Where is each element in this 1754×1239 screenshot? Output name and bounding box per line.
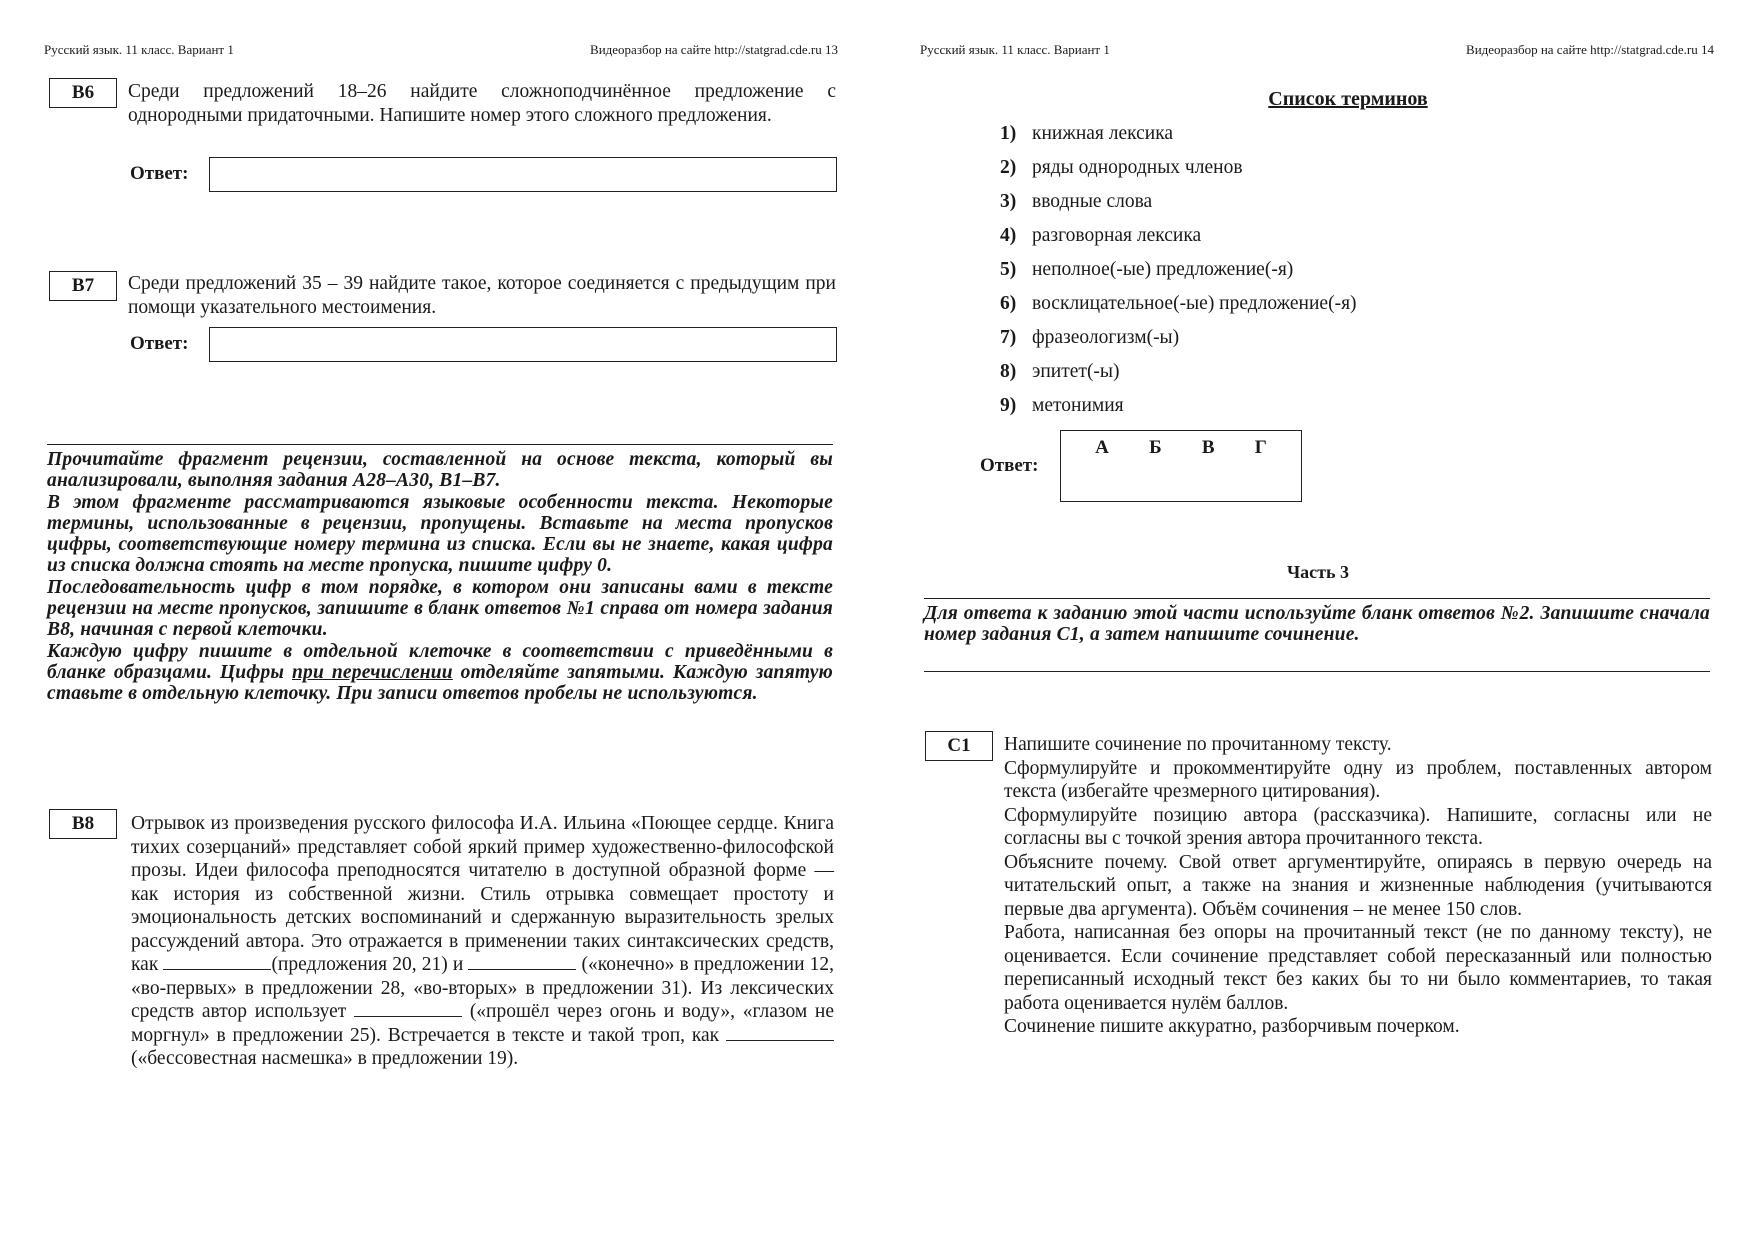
terms-list — [1000, 123, 1357, 429]
term-item — [1000, 225, 1357, 259]
divider — [924, 671, 1710, 672]
instruction-text: отделяйте запятыми. Каждую запятую ставьте в отдельную клеточку. При записи ответов пробелы не используются. — [47, 661, 833, 705]
term-item — [1000, 293, 1357, 327]
term-text: разговорная лексика — [1032, 225, 1202, 246]
term-item — [1000, 259, 1357, 293]
answer-label-b6: Ответ: — [130, 163, 189, 184]
term-text: эпитет(-ы) — [1032, 361, 1120, 382]
answer-column-b: Б — [1149, 437, 1162, 458]
task-text-b8 — [131, 812, 834, 1071]
text: («прошёл через огонь и воду», «глазом не моргнул» в предложении 25). Встречается в тексте и такой троп, как — [131, 1001, 834, 1046]
term-number: 4) — [1000, 225, 1017, 246]
term-item — [1000, 191, 1357, 225]
page-header-right: Видеоразбор на сайте http://statgrad.cde.ru 13 — [590, 42, 838, 57]
task-label-b6: B6 — [49, 78, 117, 108]
divider — [924, 598, 1710, 599]
blank-2 — [468, 953, 576, 970]
text: (предложения 20, 21) и — [271, 954, 469, 975]
term-text: книжная лексика — [1032, 123, 1174, 144]
term-item — [1000, 327, 1357, 361]
text: («конечно» в предложении 12, «во-первых» в предложении 28, «во-вторых» в предложении 31). Из лексических средств автор использует — [131, 954, 835, 1022]
instruction-paragraph: Прочитайте фрагмент рецензии, составленной на основе текста, который вы анализировали, выполняя задания А28–А30, В1–В7. — [47, 449, 833, 492]
term-number: 6) — [1000, 293, 1017, 314]
blank-1 — [163, 953, 271, 970]
c1-paragraph: Сформулируйте и прокомментируйте одну из проблем, поставленных автором текста (избегайте чрезмерного цитирования). — [1004, 757, 1712, 802]
answer-column-v: В — [1201, 437, 1215, 458]
text: Отрывок из произведения русского философа И.А. Ильина «Поющее сердце. Книга тихих созерцаний» представляет собой яркий пример художественно-философской прозы. Идеи философа преподносятся читателю в доступной образной форме — как история из собственной жизни. Стиль отрывка совмещает простоту и эмоциональность детских воспоминаний и сдержанную выразительность зрелых рассуждений автора. Это отражается в применении таких синтаксических средств, как — [131, 813, 834, 975]
divider — [47, 444, 833, 445]
answer-column-g: Г — [1254, 437, 1267, 458]
instruction-paragraph: Последовательность цифр в том порядке, в котором они записаны вами в тексте рецензии на месте пропусков, запишите в бланк ответов №1 справа от номера задания В8, начиная с первой клеточки. — [47, 576, 833, 641]
task-text-b7: Среди предложений 35 – 39 найдите такое, которое соединяется с предыдущим при помощи указательного местоимения. — [128, 273, 836, 318]
task-text-b6: Среди предложений 18–26 найдите сложноподчинённое предложение с однородными придаточными. Напишите номер этого сложного предложения. — [128, 81, 836, 126]
term-number: 3) — [1000, 191, 1017, 212]
instruction-paragraph: В этом фрагменте рассматриваются языковые особенности текста. Некоторые термины, использованные в рецензии, пропущены. Вставьте на места пропусков цифры, соответствующие номеру термина из списка. Если вы не знаете, какая цифра из списка должна стоять на месте пропуска, пишите цифру 0. — [47, 491, 833, 577]
c1-paragraph: Сочинение пишите аккуратно, разборчивым почерком. — [1004, 1016, 1460, 1037]
term-text: восклицательное(-ые) предложение(-я) — [1032, 293, 1357, 314]
term-text: фразеологизм(-ы) — [1032, 327, 1180, 348]
page-header-left: Русский язык. 11 класс. Вариант 1 — [44, 42, 234, 57]
term-item — [1000, 157, 1357, 191]
text: («бессовестная насмешка» в предложении 19). — [131, 1048, 519, 1069]
c1-paragraph: Напишите сочинение по прочитанному тексту. — [1004, 734, 1392, 755]
part-instruction: Для ответа к заданию этой части используйте бланк ответов №2. Запишите сначала номер задания С1, а затем напишите сочинение. — [924, 603, 1710, 646]
term-text: неполное(-ые) предложение(-я) — [1032, 259, 1294, 280]
blank-3 — [354, 1000, 462, 1017]
term-item — [1000, 361, 1357, 395]
instruction-text: Каждую цифру пишите в отдельной клеточке в соответствии с приведёнными в бланке образцами. Цифры — [47, 640, 833, 683]
task-label-c1: C1 — [925, 731, 993, 761]
blank-4 — [726, 1024, 834, 1041]
instruction-paragraph — [47, 641, 833, 705]
term-number: 8) — [1000, 361, 1017, 382]
term-text: вводные слова — [1032, 191, 1153, 212]
answer-label-b7: Ответ: — [130, 333, 189, 354]
answer-field-b7[interactable] — [209, 327, 837, 362]
term-number: 2) — [1000, 157, 1017, 178]
term-item — [1000, 123, 1357, 157]
page-header-right: Видеоразбор на сайте http://statgrad.cde.ru 14 — [1466, 42, 1714, 57]
answer-label-b8: Ответ: — [980, 455, 1039, 476]
term-number: 7) — [1000, 327, 1017, 348]
part-title: Часть 3 — [1286, 562, 1350, 582]
c1-paragraph: Сформулируйте позицию автора (рассказчика). Напишите, согласны или не согласны вы с точкой зрения автора прочитанного текста. — [1004, 804, 1712, 849]
c1-paragraph: Работа, написанная без опоры на прочитанный текст (не по данному тексту), не оценивается. Если сочинение представляет собой пересказанный или полностью переписанный исходный текст без каких бы то ни было комментариев, то такая работа оценивается нулём баллов. — [1004, 922, 1712, 1014]
instruction-underlined: при перечислении — [291, 661, 453, 683]
page-header-left: Русский язык. 11 класс. Вариант 1 — [920, 42, 1110, 57]
c1-paragraph: Объясните почему. Свой ответ аргументируйте, опираясь в первую очередь на читательский опыт, а также на знания и жизненные наблюдения (учитываются первые два аргумента). Объём сочинения – не менее 150 слов. — [1004, 851, 1712, 920]
term-text: метонимия — [1032, 395, 1124, 416]
term-number: 5) — [1000, 259, 1017, 280]
term-text: ряды однородных членов — [1032, 157, 1243, 178]
term-number: 1) — [1000, 123, 1017, 144]
answer-field-b6[interactable] — [209, 157, 837, 192]
terms-title: Список терминов — [1268, 88, 1428, 110]
answer-column-a: А — [1095, 437, 1109, 458]
answer-table-b8[interactable] — [1060, 430, 1302, 502]
task-text-c1 — [1004, 733, 1712, 1039]
task-label-b8: B8 — [49, 809, 117, 839]
task-label-b7: B7 — [49, 271, 117, 301]
term-item — [1000, 395, 1357, 429]
instructions-b8 — [47, 449, 833, 705]
term-number: 9) — [1000, 395, 1017, 416]
